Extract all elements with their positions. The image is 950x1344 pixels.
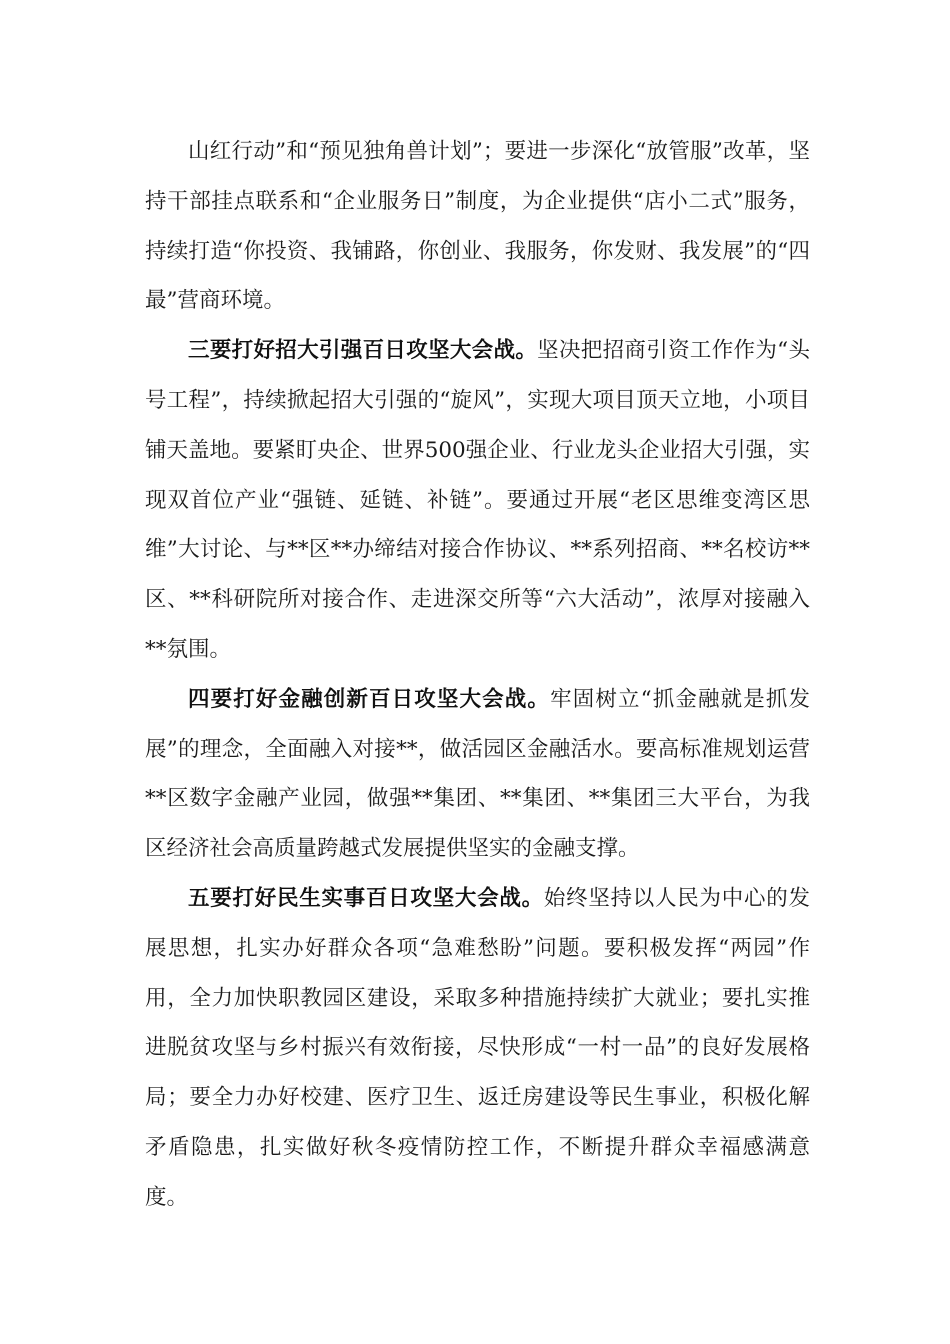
paragraph-3-lead: 四要打好金融创新百日攻坚大会战。 (188, 686, 551, 712)
paragraph-4 (145, 874, 810, 1223)
paragraph-4-lead: 五要打好民生实事百日攻坚大会战。 (188, 885, 544, 911)
paragraph-2-lead: 三要打好招大引强百日攻坚大会战。 (188, 338, 538, 364)
paragraph-2-text: 坚决把招商引资工作作为“头号工程”，持续掀起招大引强的“旋风”，实现大项目顶天立地，小项目铺天盖地。要紧盯央企、世界500强企业、行业龙头企业招大引强，实现双首位产业“强链、延链、补链”。要通过开展“老区思维变湾区思维”大讨论、与**区**办缔结对接合作协议、**系列招商、**名校访**区、**科研院所对接合作、走进深交所等“六大活动”，浓厚对接融入**氛围。 (145, 338, 810, 662)
paragraph-3 (145, 675, 810, 874)
paragraph-1-text: 山红行动”和“预见独角兽计划”；要进一步深化“放管服”改革，坚持干部挂点联系和“企业服务日”制度，为企业提供“店小二式”服务，持续打造“你投资、我铺路，你创业、我服务，你发财、我发展”的“四最”营商环境。 (145, 139, 810, 314)
document-body (145, 127, 810, 1223)
paragraph-4-text: 始终坚持以人民为中心的发展思想，扎实办好群众各项“急难愁盼”问题。要积极发挥“两园”作用，全力加快职教园区建设，采取多种措施持续扩大就业；要扎实推进脱贫攻坚与乡村振兴有效衔接，尽快形成“一村一品”的良好发展格局；要全力办好校建、医疗卫生、返迁房建设等民生事业，积极化解矛盾隐患，扎实做好秋冬疫情防控工作，不断提升群众幸福感满意度。 (145, 885, 810, 1210)
paragraph-2 (145, 326, 810, 675)
paragraph-3-text: 牢固树立“抓金融就是抓发展”的理念，全面融入对接**，做活园区金融活水。要高标准规划运营**区数字金融产业园，做强**集团、**集团、**集团三大平台，为我区经济社会高质量跨越式发展提供坚实的金融支撑。 (145, 686, 810, 862)
paragraph-1 (145, 127, 810, 326)
